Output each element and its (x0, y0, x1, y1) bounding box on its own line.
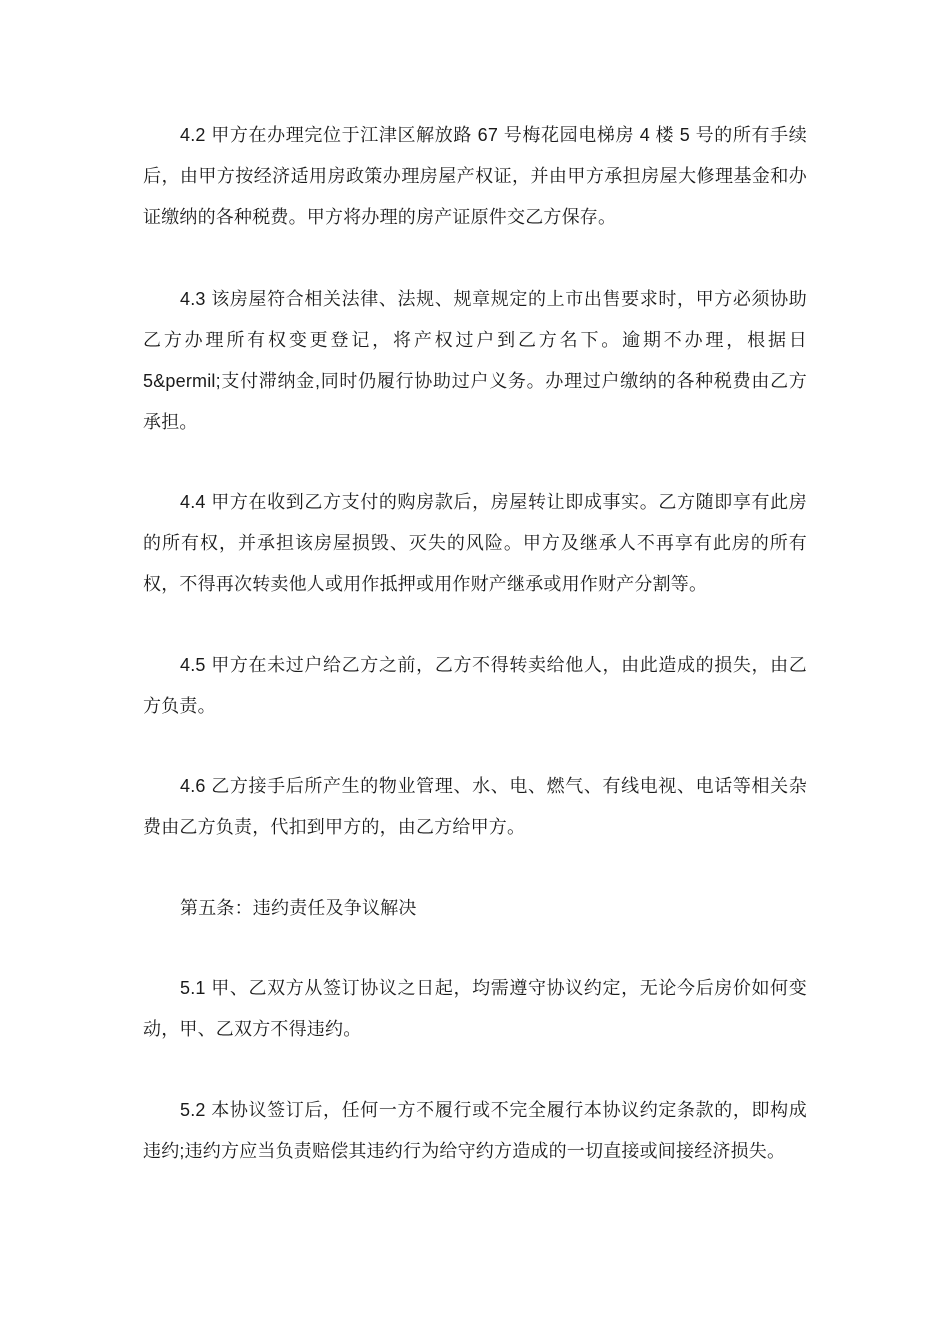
clause-5-1-paragraph: 5.1 甲、乙双方从签订协议之日起，均需遵守协议约定，无论今后房价如何变动，甲、乙双方不得违约。 (143, 978, 807, 1039)
article-5-heading: 第五条：违约责任及争议解决 (180, 898, 417, 918)
clause-4-5-paragraph: 4.5 甲方在未过户给乙方之前，乙方不得转卖给他人，由此造成的损失，由乙方负责。 (143, 655, 807, 716)
clause-4-3-paragraph: 4.3 该房屋符合相关法律、法规、规章规定的上市出售要求时，甲方必须协助乙方办理所有权变更登记，将产权过户到乙方名下。逾期不办理，根据日 5&permil;支付滞纳金,同时仍履行协助过户义务。办理过户缴纳的各种税费由乙方承担。 (143, 289, 807, 432)
clause-4-2-paragraph: 4.2 甲方在办理完位于江津区解放路 67 号梅花园电梯房 4 楼 5 号的所有手续后，由甲方按经济适用房政策办理房屋产权证，并由甲方承担房屋大修理基金和办证缴纳的各种税费。甲方将办理的房产证原件交乙方保存。 (143, 125, 807, 227)
clause-4-4-paragraph: 4.4 甲方在收到乙方支付的购房款后，房屋转让即成事实。乙方随即享有此房的所有权，并承担该房屋损毁、灭失的风险。甲方及继承人不再享有此房的所有权，不得再次转卖他人或用作抵押或用作财产继承或用作财产分割等。 (143, 492, 807, 594)
clause-5-2-paragraph: 5.2 本协议签订后，任何一方不履行或不完全履行本协议约定条款的，即构成违约;违约方应当负责赔偿其违约行为给守约方造成的一切直接或间接经济损失。 (143, 1100, 807, 1161)
clause-4-6-paragraph: 4.6 乙方接手后所产生的物业管理、水、电、燃气、有线电视、电话等相关杂费由乙方负责，代扣到甲方的，由乙方给甲方。 (143, 776, 807, 837)
